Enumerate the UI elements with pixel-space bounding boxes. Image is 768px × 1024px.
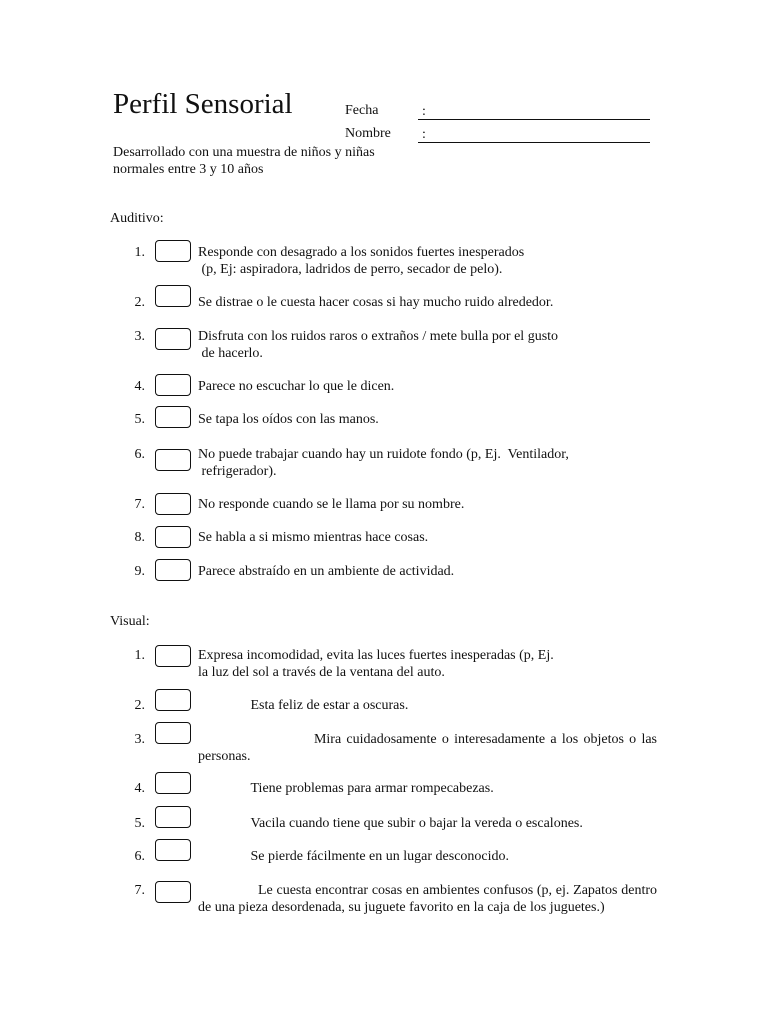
answer-checkbox[interactable] xyxy=(155,374,191,396)
fecha-field[interactable] xyxy=(418,119,650,120)
item-number: 5. xyxy=(134,816,145,831)
answer-checkbox[interactable] xyxy=(155,645,191,667)
answer-checkbox[interactable] xyxy=(155,722,191,744)
answer-checkbox[interactable] xyxy=(155,772,191,794)
item-text: Parece abstraído en un ambiente de actividad. xyxy=(198,564,455,579)
item-number: 1. xyxy=(134,245,145,260)
answer-checkbox[interactable] xyxy=(155,526,191,548)
item-number: 4. xyxy=(134,379,145,394)
item-number: 2. xyxy=(134,295,145,310)
item-number: 7. xyxy=(134,497,145,512)
section-heading-visual: Visual: xyxy=(110,614,150,629)
item-text: Parece no escuchar lo que le dicen. xyxy=(198,379,395,394)
fecha-label: Fecha xyxy=(345,103,379,118)
item-text: No puede trabajar cuando hay un ruidote fondo (p, Ej. Ventilador, refrigerador). xyxy=(198,447,569,479)
answer-checkbox[interactable] xyxy=(155,839,191,861)
subtitle: Desarrollado con una muestra de niños y niñas normales entre 3 y 10 años xyxy=(113,145,375,177)
item-text: Se distrae o le cuesta hacer cosas si hay mucho ruido alrededor. xyxy=(198,295,554,310)
item-text: Le cuesta encontrar cosas en ambientes confusos (p, ej. Zapatos dentro de una pieza desordenada, su juguete favorito en la caja de los juguetes.) xyxy=(198,883,661,915)
item-text: Se tapa los oídos con las manos. xyxy=(198,412,379,427)
item-number: 2. xyxy=(134,698,145,713)
answer-checkbox[interactable] xyxy=(155,559,191,581)
item-number: 6. xyxy=(134,849,145,864)
item-number: 3. xyxy=(134,732,145,747)
answer-checkbox[interactable] xyxy=(155,328,191,350)
section-heading-auditivo: Auditivo: xyxy=(110,211,164,226)
item-number: 5. xyxy=(134,412,145,427)
item-number: 9. xyxy=(134,564,145,579)
nombre-colon: : xyxy=(422,127,426,142)
answer-checkbox[interactable] xyxy=(155,806,191,828)
item-text: Mira cuidadosamente o interesadamente a los objetos o las personas. xyxy=(198,732,661,764)
item-text: No responde cuando se le llama por su nombre. xyxy=(198,497,465,512)
answer-checkbox[interactable] xyxy=(155,406,191,428)
nombre-label: Nombre xyxy=(345,126,391,141)
item-number: 4. xyxy=(134,781,145,796)
page-title: Perfil Sensorial xyxy=(113,88,293,120)
item-text: Expresa incomodidad, evita las luces fuertes inesperadas (p, Ej. la luz del sol a través de la ventana del auto. xyxy=(198,648,554,680)
answer-checkbox[interactable] xyxy=(155,449,191,471)
item-number: 8. xyxy=(134,530,145,545)
nombre-field[interactable] xyxy=(418,142,650,143)
fecha-colon: : xyxy=(422,104,426,119)
answer-checkbox[interactable] xyxy=(155,689,191,711)
item-text: Responde con desagrado a los sonidos fuertes inesperados (p, Ej: aspiradora, ladridos de perro, secador de pelo). xyxy=(198,245,525,277)
item-number: 1. xyxy=(134,648,145,663)
answer-checkbox[interactable] xyxy=(155,240,191,262)
item-text: Tiene problemas para armar rompecabezas. xyxy=(198,781,494,796)
item-number: 7. xyxy=(134,883,145,898)
answer-checkbox[interactable] xyxy=(155,881,191,903)
item-number: 6. xyxy=(134,447,145,462)
item-number: 3. xyxy=(134,329,145,344)
item-text: Se habla a si mismo mientras hace cosas. xyxy=(198,530,429,545)
answer-checkbox[interactable] xyxy=(155,493,191,515)
item-text: Disfruta con los ruidos raros o extraños / mete bulla por el gusto de hacerlo. xyxy=(198,329,559,361)
item-text: Vacila cuando tiene que subir o bajar la vereda o escalones. xyxy=(198,816,583,831)
item-text: Esta feliz de estar a oscuras. xyxy=(198,698,409,713)
answer-checkbox[interactable] xyxy=(155,285,191,307)
item-text: Se pierde fácilmente en un lugar desconocido. xyxy=(198,849,510,864)
